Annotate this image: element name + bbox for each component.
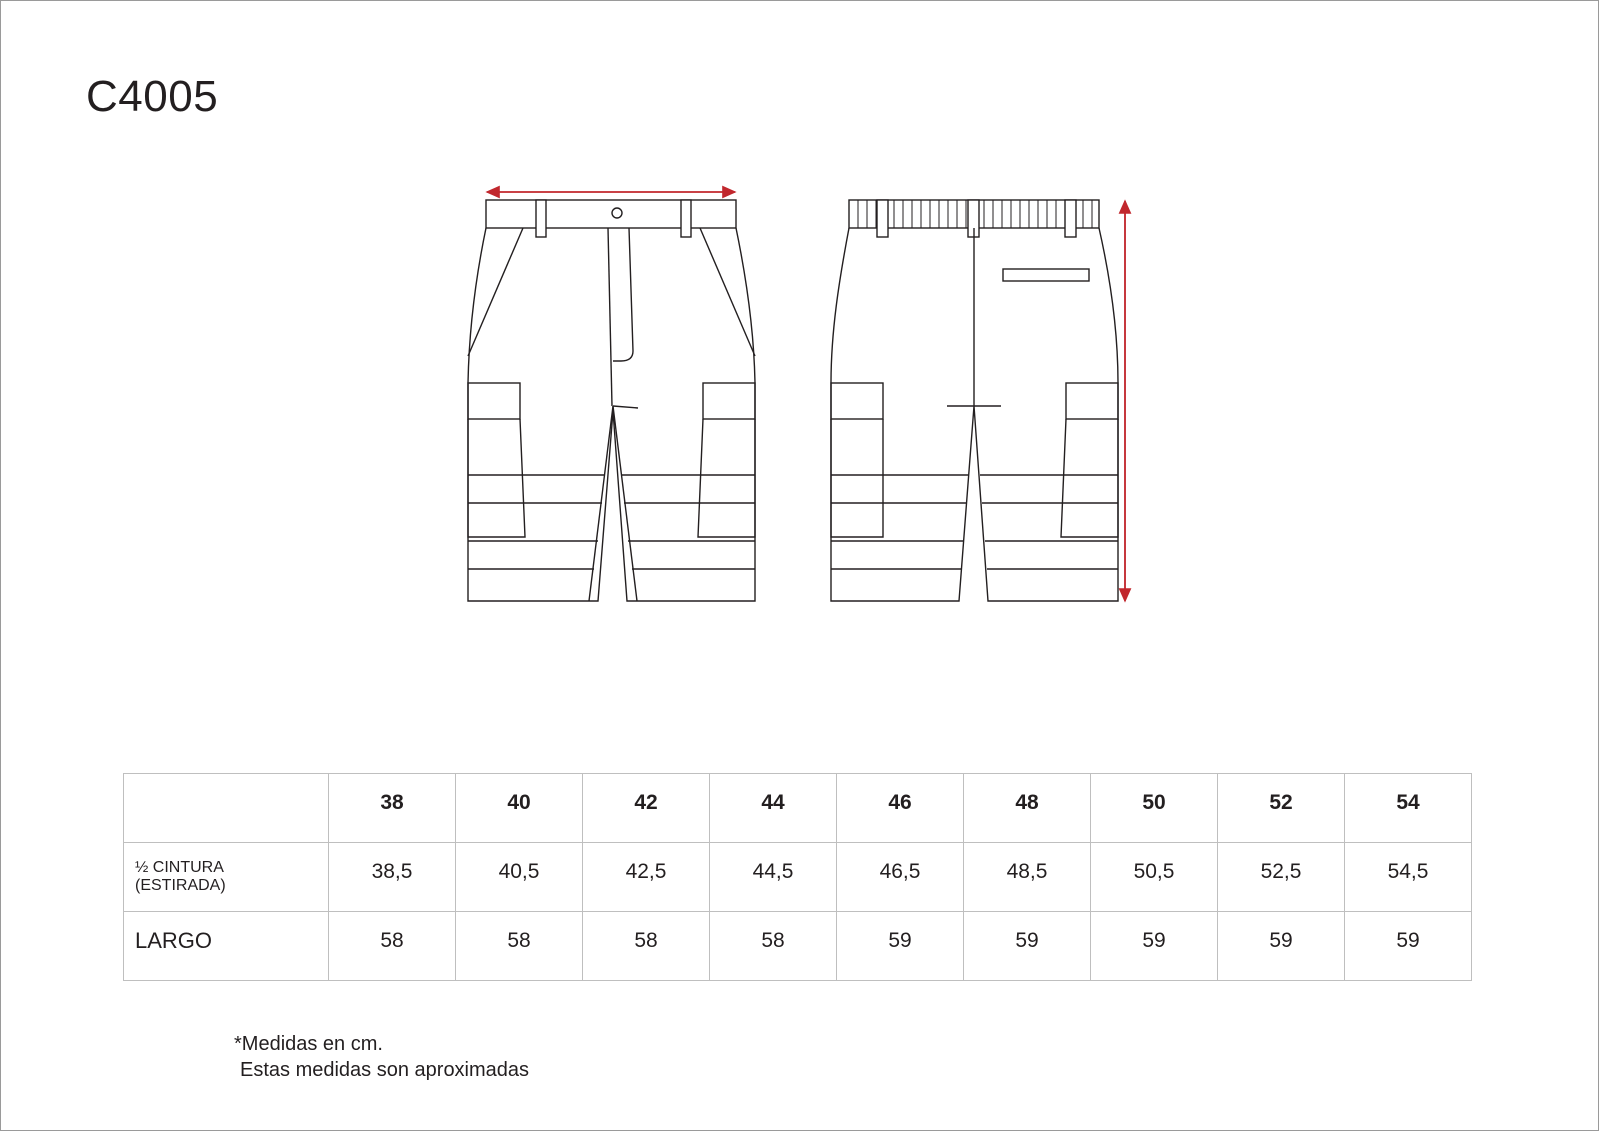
half-waist-label-line2: (ESTIRADA) [135, 877, 226, 894]
empty-header-cell [124, 774, 329, 843]
table-cell: 54,5 [1345, 843, 1472, 912]
length-label: LARGO [124, 912, 329, 981]
note-approximate: Estas medidas son aproximadas [240, 1059, 530, 1081]
size-header-row [124, 774, 1472, 843]
size-header-cell: 44 [710, 774, 837, 843]
size-header-cell: 38 [329, 774, 456, 843]
table-cell: 48,5 [964, 843, 1091, 912]
table-cell: 46,5 [837, 843, 964, 912]
table-cell: 58 [710, 912, 837, 981]
table-cell: 38,5 [329, 843, 456, 912]
table-cell: 58 [456, 912, 583, 981]
size-header-cell: 48 [964, 774, 1091, 843]
garment-technical-drawing [1, 1, 1599, 701]
back-view-shorts [831, 200, 1118, 601]
size-header-cell: 50 [1091, 774, 1218, 843]
size-header-cell: 40 [456, 774, 583, 843]
table-cell: 50,5 [1091, 843, 1218, 912]
note-units: *Medidas en cm. [234, 1033, 383, 1055]
table-cell: 59 [964, 912, 1091, 981]
half-waist-label [124, 843, 329, 912]
table-cell: 58 [329, 912, 456, 981]
table-cell: 59 [1218, 912, 1345, 981]
table-cell: 52,5 [1218, 843, 1345, 912]
table-cell: 44,5 [710, 843, 837, 912]
size-header-cell: 52 [1218, 774, 1345, 843]
length-row [124, 912, 1472, 981]
model-code-title: C4005 [86, 72, 219, 121]
size-header-cell: 54 [1345, 774, 1472, 843]
size-header-cell: 46 [837, 774, 964, 843]
table-cell: 59 [1091, 912, 1218, 981]
half-waist-row [124, 843, 1472, 912]
table-cell: 59 [1345, 912, 1472, 981]
size-header-cell: 42 [583, 774, 710, 843]
table-cell: 42,5 [583, 843, 710, 912]
table-cell: 59 [837, 912, 964, 981]
front-view-shorts [468, 200, 755, 601]
size-chart-table [123, 773, 1472, 981]
half-waist-label-line1: ½ CINTURA [135, 859, 224, 876]
table-cell: 58 [583, 912, 710, 981]
measurement-notes [234, 1031, 529, 1083]
table-cell: 40,5 [456, 843, 583, 912]
